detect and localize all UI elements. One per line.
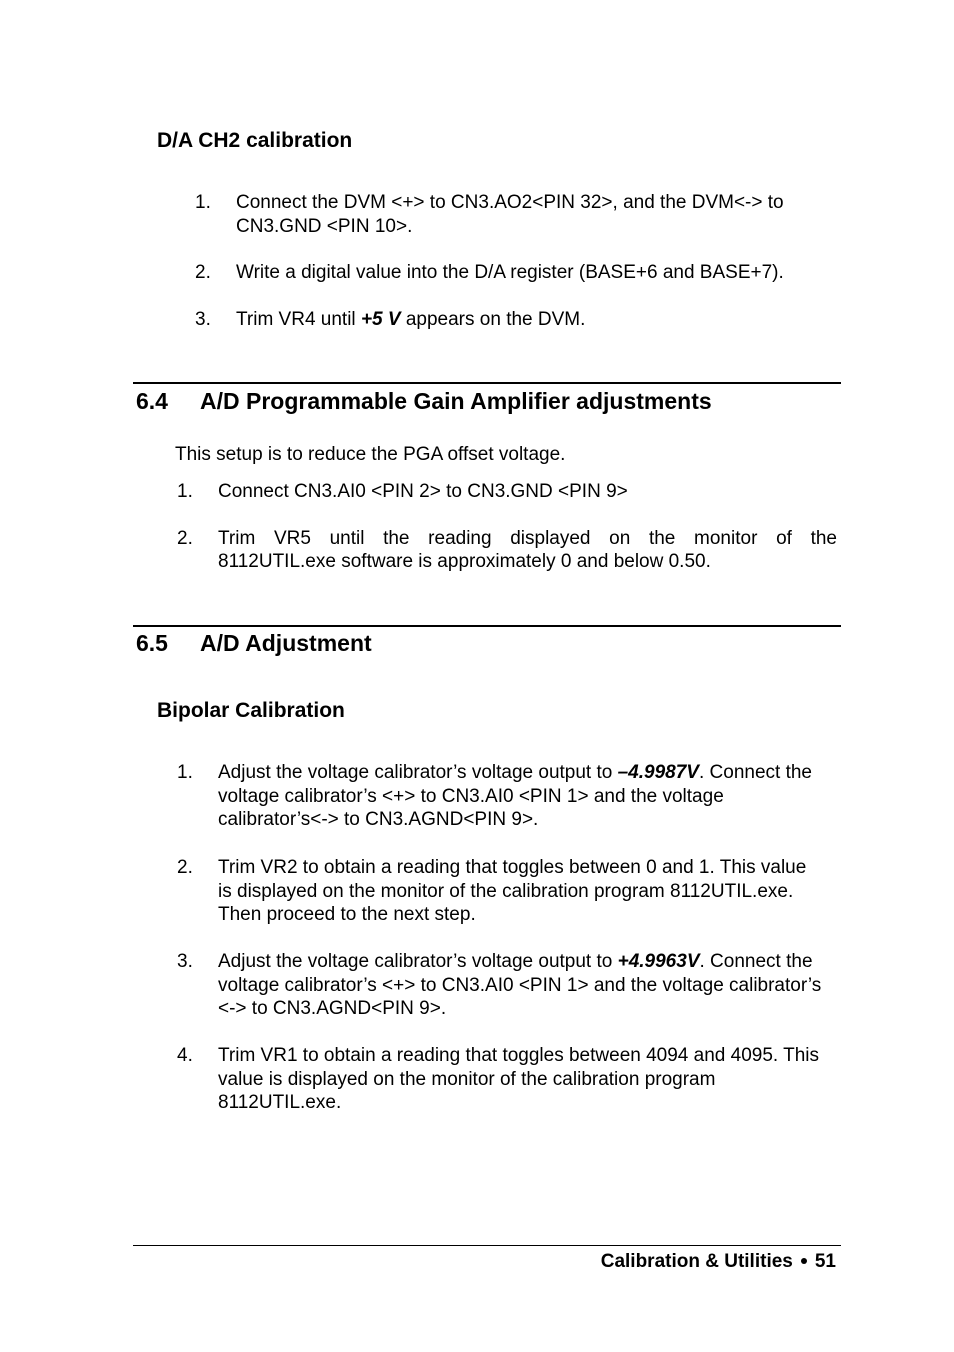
section-number: 6.5: [136, 630, 168, 656]
voltage-value: +5 V: [360, 309, 401, 330]
footer-rule: [133, 1245, 841, 1246]
section-rule: [133, 625, 841, 627]
bullet-icon: [801, 1258, 807, 1264]
list-item-number: 2.: [177, 528, 193, 549]
list-item-text: Connect the DVM <+> to CN3.AO2<PIN 32>, and the DVM<-> to CN3.GND <PIN 10>.: [236, 192, 784, 237]
voltage-value: –4.9987V: [617, 762, 699, 783]
subsection-heading-bipolar: Bipolar Calibration: [157, 699, 345, 722]
list-item-number: 2.: [177, 857, 193, 878]
section-intro: This setup is to reduce the PGA offset voltage.: [175, 444, 566, 465]
list-item-text: Trim VR1 to obtain a reading that toggles between 4094 and 4095. This value is displayed on the monitor of the calibration program 8112UTIL.exe.: [218, 1045, 820, 1113]
list-item-text: Adjust the voltage calibrator’s voltage output to –4.9987V. Connect the voltage calibrator’s <+> to CN3.AI0 <PIN 1> and the voltage calibrator’s<-> to CN3.AGND<PIN 9>.: [218, 762, 812, 830]
subsection-heading-da-ch2: D/A CH2 calibration: [157, 129, 353, 152]
list-item-number: 3.: [177, 951, 193, 972]
list-item-number: 1.: [177, 762, 193, 783]
list-item-text-line1: Trim VR5 until the reading displayed on the monitor of the: [218, 528, 837, 549]
list-item-text: Connect CN3.AI0 <PIN 2> to CN3.GND <PIN 9>: [218, 481, 628, 502]
list-item-number: 2.: [195, 262, 211, 283]
section-title: A/D Programmable Gain Amplifier adjustments: [200, 388, 712, 414]
section-rule: [133, 382, 841, 384]
list-item-text-line2: 8112UTIL.exe software is approximately 0 and below 0.50.: [218, 551, 711, 572]
section-number: 6.4: [136, 388, 168, 414]
list-item-text: Trim VR2 to obtain a reading that toggles between 0 and 1. This value is displayed on the monitor of the calibration program 8112UTIL.exe. Then proceed to the next step.: [218, 857, 807, 925]
page-footer: [601, 1251, 836, 1273]
list-item-text: Write a digital value into the D/A register (BASE+6 and BASE+7).: [236, 262, 784, 283]
list-item-number: 4.: [177, 1045, 193, 1066]
list-item-number: 1.: [177, 481, 193, 502]
footer-section-title: Calibration & Utilities: [600, 1251, 793, 1272]
page-number: 51: [814, 1251, 836, 1272]
list-item-text: Adjust the voltage calibrator’s voltage output to +4.9963V. Connect the voltage calibrator’s <+> to CN3.AI0 <PIN 1> and the voltage calibrator’s <-> to CN3.AGND<PIN 9>.: [218, 951, 822, 1019]
voltage-value: +4.9963V: [617, 951, 700, 972]
section-title: A/D Adjustment: [200, 630, 372, 656]
list-item-number: 1.: [195, 192, 211, 213]
list-item-number: 3.: [195, 309, 211, 330]
list-item-text: Trim VR4 until +5 V appears on the DVM.: [236, 309, 586, 330]
